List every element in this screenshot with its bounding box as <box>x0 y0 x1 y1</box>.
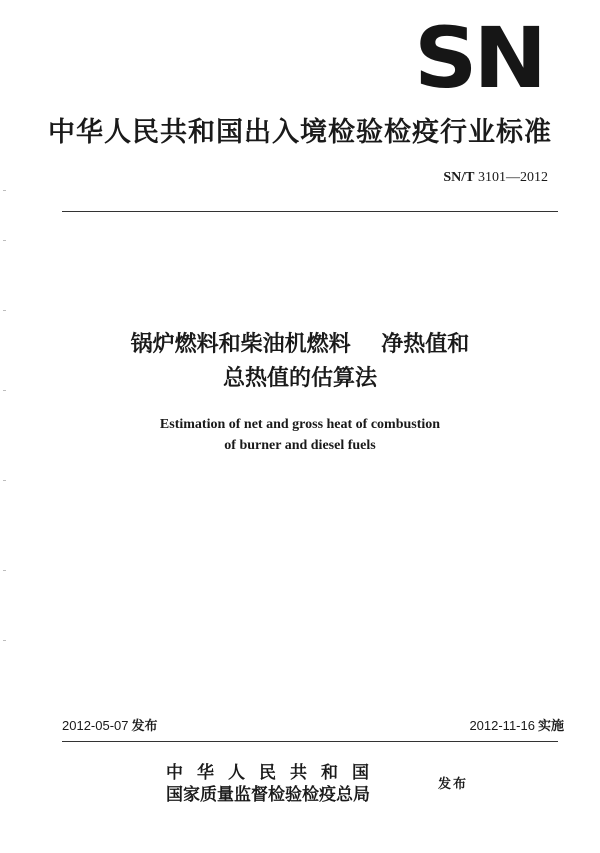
issuing-authority <box>166 762 383 806</box>
document-title-en <box>0 414 600 456</box>
issue-date-label: 发布 <box>131 719 158 734</box>
standard-logo: SN <box>414 9 543 107</box>
title-cn-line-2: 总热值的估算法 <box>222 366 377 391</box>
title-cn-line-1: 锅炉燃料和柴油机燃料 净热值和 <box>130 332 470 357</box>
effective-date-value: 2012-11-16 <box>469 718 535 733</box>
footer-divider <box>62 741 558 742</box>
issue-date <box>62 715 158 734</box>
title-en-line-1: Estimation of net and gross heat of combustion <box>159 417 441 432</box>
header-divider <box>62 211 558 212</box>
issuer-line-2: 国家质量监督检验检疫总局 <box>166 785 370 805</box>
effective-date <box>469 715 564 734</box>
issue-date-value: 2012-05-07 <box>62 718 129 733</box>
publish-label: 发布 <box>438 777 469 792</box>
issuer-line-1: 中华人民共和国 <box>166 763 383 783</box>
title-en-line-2: of burner and diesel fuels <box>224 438 376 453</box>
organization-title: 中华人民共和国出入境检验检疫行业标准 <box>48 117 552 148</box>
standard-code <box>443 170 548 186</box>
effective-date-label: 实施 <box>537 719 564 734</box>
standard-code-prefix: SN/T <box>443 170 475 185</box>
document-title-cn <box>0 328 600 396</box>
standard-code-number: 3101—2012 <box>474 170 548 185</box>
scan-edge-marks <box>3 180 9 660</box>
